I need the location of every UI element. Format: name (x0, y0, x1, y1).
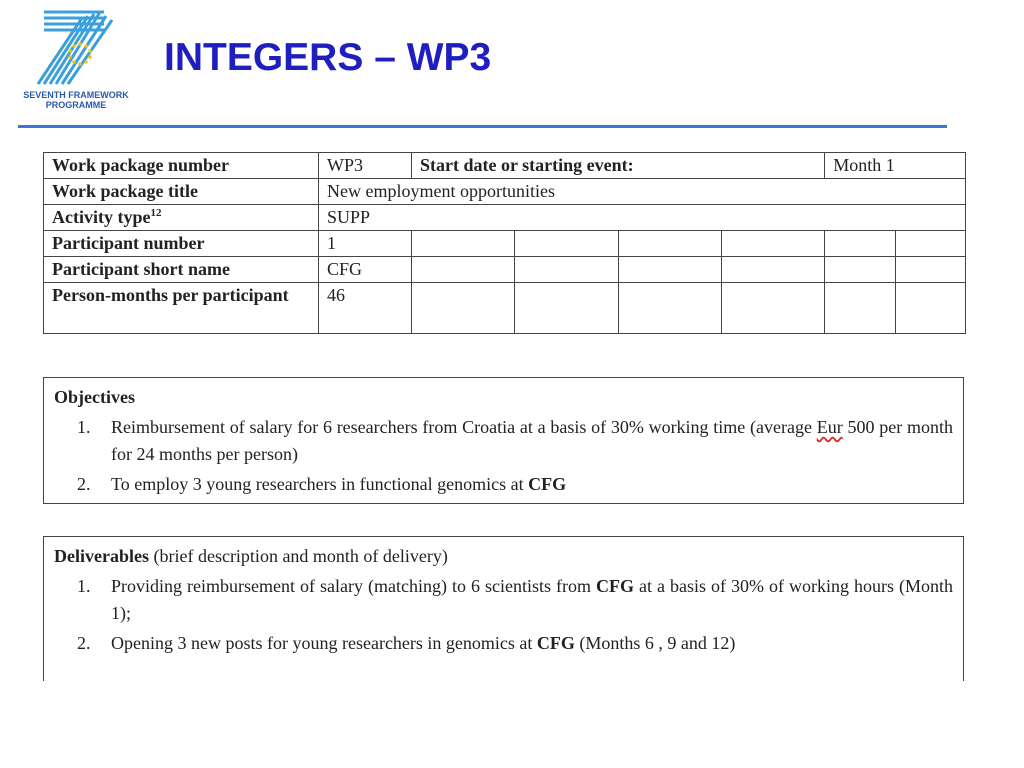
empty-cell (895, 283, 965, 334)
participant-short-name-value: CFG (319, 257, 412, 283)
deliverable-text-end: at a basis of 30% of working hours (Month 1); (111, 576, 953, 623)
list-number: 1. (77, 417, 91, 437)
objective-bold-text: CFG (528, 474, 567, 494)
footnote-marker: 12 (150, 207, 162, 219)
activity-type-label (44, 205, 319, 231)
empty-cell (895, 257, 965, 283)
logo-line2: PROGRAMME (45, 100, 107, 110)
objectives-box (43, 377, 964, 504)
work-package-table (43, 152, 966, 334)
empty-cell (618, 283, 721, 334)
participant-number-label: Participant number (44, 231, 319, 257)
spellcheck-flagged-word: Eur (816, 417, 843, 437)
activity-type-label-text: Activity type (52, 207, 151, 227)
empty-cell (895, 231, 965, 257)
deliverables-heading-note: (brief description and month of delivery) (148, 546, 448, 566)
table-row (44, 205, 966, 231)
empty-cell (412, 231, 515, 257)
table-row (44, 283, 966, 334)
title-divider (18, 125, 947, 128)
work-package-title-label: Work package title (44, 179, 319, 205)
participant-short-name-label: Participant short name (44, 257, 319, 283)
objective-text: To employ 3 young researchers in functional genomics at (111, 474, 529, 494)
table-row (44, 153, 966, 179)
work-package-title-value: New employment opportunities (319, 179, 966, 205)
objectives-heading-text: Objectives (54, 387, 135, 407)
objectives-list (54, 414, 953, 498)
empty-cell (515, 283, 618, 334)
empty-cell (721, 257, 824, 283)
empty-cell (825, 283, 895, 334)
empty-cell (515, 257, 618, 283)
deliverables-heading-text: Deliverables (54, 546, 149, 566)
empty-cell (515, 231, 618, 257)
table-row (44, 257, 966, 283)
participant-number-value: 1 (319, 231, 412, 257)
empty-cell (825, 257, 895, 283)
person-months-value: 46 (319, 283, 412, 334)
fp7-logo-icon (12, 8, 140, 88)
list-number: 2. (77, 474, 91, 494)
objectives-heading (54, 386, 953, 408)
empty-cell (412, 257, 515, 283)
start-date-label: Start date or starting event: (412, 153, 825, 179)
activity-type-value: SUPP (319, 205, 966, 231)
empty-cell (618, 257, 721, 283)
table-row (44, 231, 966, 257)
list-item (54, 471, 953, 498)
deliverable-text-start: Providing reimbursement of salary (matching) to 6 scientists from (111, 576, 596, 596)
deliverable-text-end: (Months 6 , 9 and 12) (574, 633, 736, 653)
deliverables-box (43, 536, 964, 681)
page-title: INTEGERS – WP3 (164, 36, 492, 79)
list-number: 2. (77, 633, 91, 653)
list-item (54, 414, 953, 468)
work-package-number-label: Work package number (44, 153, 319, 179)
deliverables-list (54, 573, 953, 657)
empty-cell (618, 231, 721, 257)
empty-cell (825, 231, 895, 257)
list-item (54, 573, 953, 627)
objective-text-start: Reimbursement of salary for 6 researchers from Croatia at a basis of 30% working time (average (111, 417, 817, 437)
empty-cell (721, 283, 824, 334)
list-number: 1. (77, 576, 91, 596)
empty-cell (412, 283, 515, 334)
logo-line1: SEVENTH FRAMEWORK (23, 90, 129, 100)
start-date-value: Month 1 (825, 153, 966, 179)
deliverable-bold-text: CFG (595, 576, 634, 596)
deliverable-text-start: Opening 3 new posts for young researchers in genomics at (111, 633, 537, 653)
deliverables-heading (54, 545, 953, 567)
table-row (44, 179, 966, 205)
fp7-logo (12, 8, 140, 112)
person-months-label: Person-months per participant (44, 283, 319, 334)
deliverable-bold-text: CFG (536, 633, 575, 653)
objective-text-end: 500 per month for 24 months per person) (111, 417, 953, 464)
empty-cell (721, 231, 824, 257)
list-item (54, 630, 953, 657)
work-package-number-value: WP3 (319, 153, 412, 179)
